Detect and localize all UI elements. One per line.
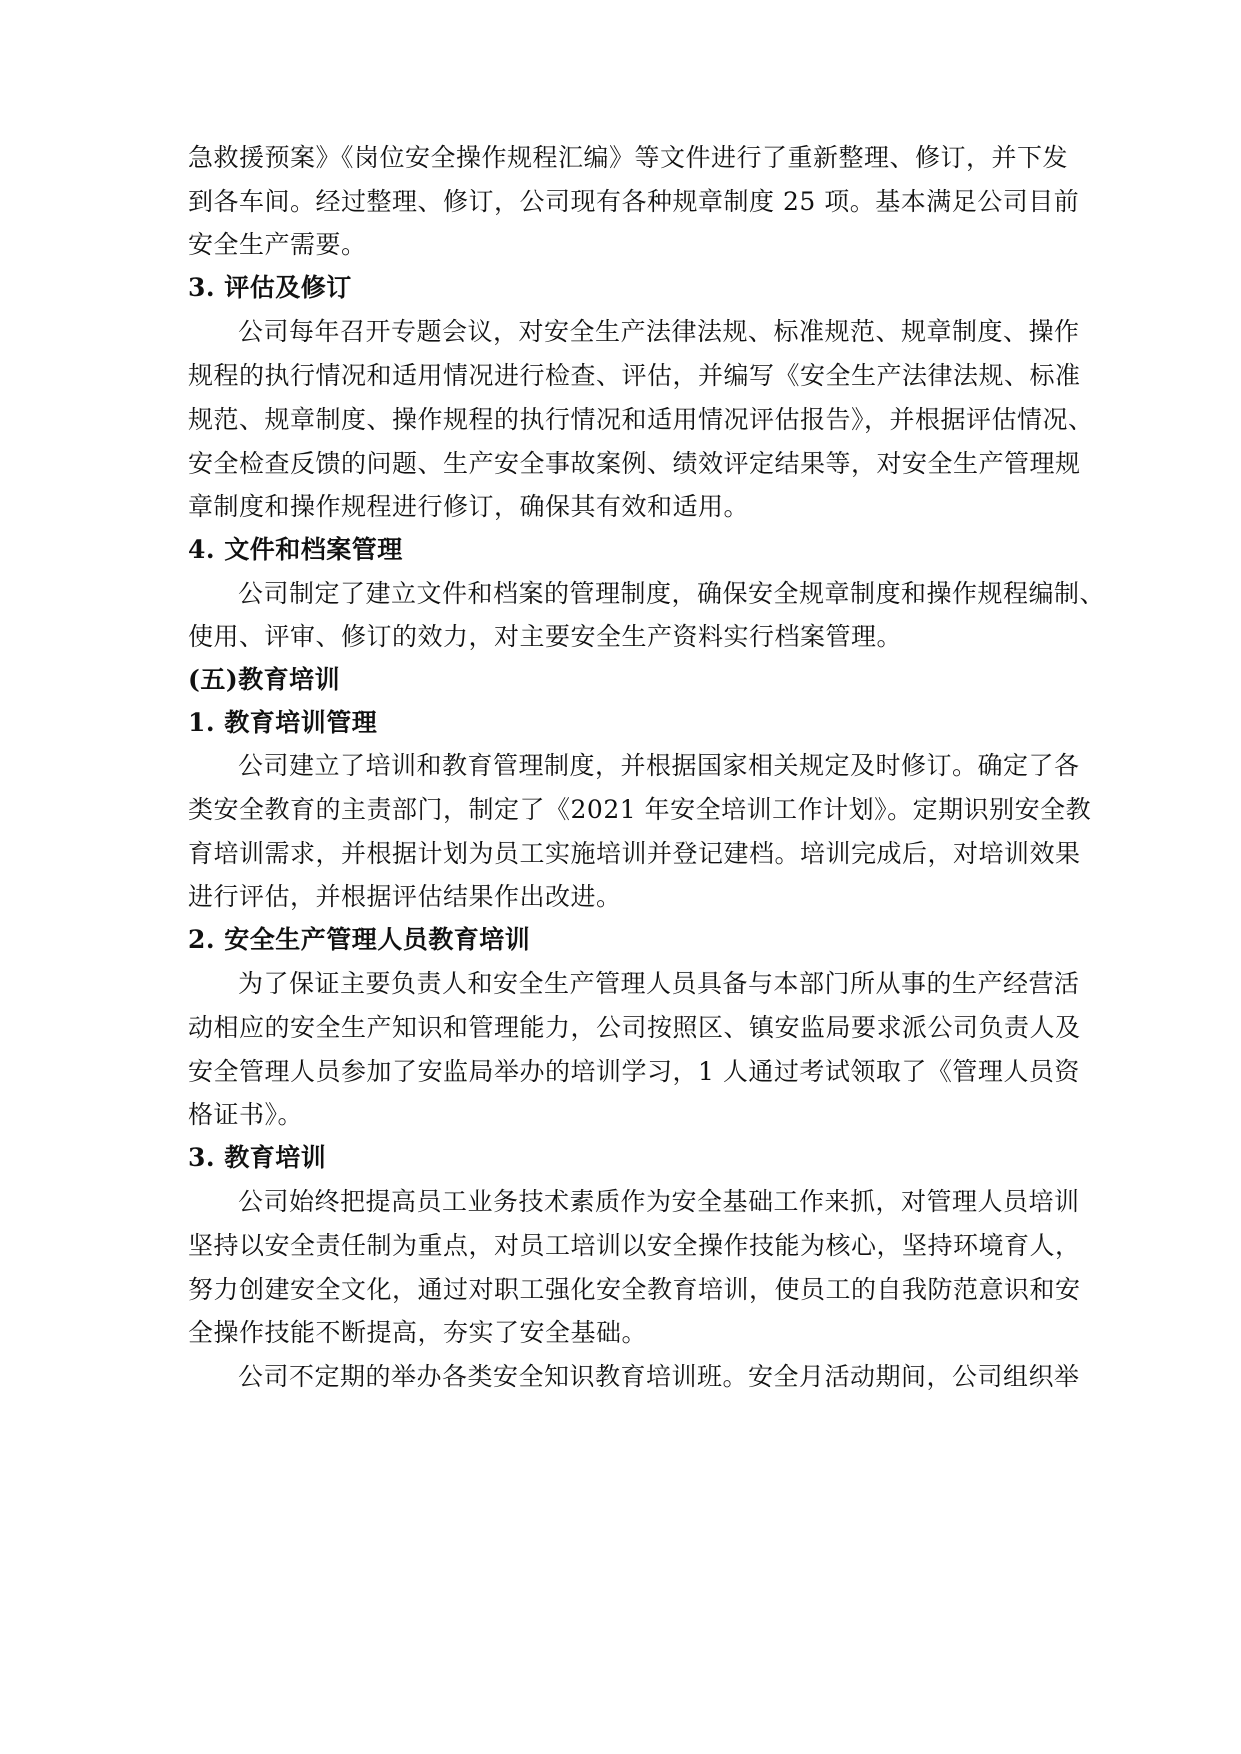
text-line: 急救援预案》《岗位安全操作规程汇编》等文件进行了重新整理、修订，并下发: [188, 143, 1069, 172]
text-line: 公司始终把提高员工业务技术素质作为安全基础工作来抓，对管理人员培训: [238, 1187, 1080, 1216]
text-line: 章制度和操作规程进行修订，确保其有效和适用。: [188, 492, 750, 521]
heading-file-archive-management: 4. 文件和档案管理: [188, 535, 403, 564]
text-line: 安全生产需要。: [188, 230, 367, 259]
heading-safety-managers-training: 2. 安全生产管理人员教育培训: [188, 925, 531, 954]
text-line: 安全管理人员参加了安监局举办的培训学习，1 人通过考试领取了《管理人员资: [188, 1057, 1080, 1086]
heading-evaluation-revision: 3. 评估及修订: [188, 273, 352, 302]
text-line: 公司每年召开专题会议，对安全生产法律法规、标准规范、规章制度、操作: [238, 317, 1080, 346]
text-line: 使用、评审、修订的效力，对主要安全生产资料实行档案管理。: [188, 622, 903, 651]
text-line: 安全检查反馈的问题、生产安全事故案例、绩效评定结果等，对安全生产管理规: [188, 449, 1081, 478]
text-line: 类安全教育的主责部门，制定了《2021 年安全培训工作计划》。定期识别安全教: [188, 795, 1092, 824]
text-line: 公司不定期的举办各类安全知识教育培训班。安全月活动期间，公司组织举: [238, 1362, 1080, 1391]
text-line: 规范、规章制度、操作规程的执行情况和适用情况评估报告》，并根据评估情况、: [188, 405, 1094, 434]
text-line: 公司建立了培训和教育管理制度，并根据国家相关规定及时修订。确定了各: [238, 751, 1080, 780]
heading-education-training: 3. 教育培训: [188, 1143, 327, 1172]
text-line: 规程的执行情况和适用情况进行检查、评估，并编写《安全生产法律法规、标准: [188, 361, 1081, 390]
section-heading-education-training: (五)教育培训: [188, 665, 341, 694]
text-line: 格证书》。: [188, 1100, 304, 1129]
text-line: 全操作技能不断提高，夯实了安全基础。: [188, 1318, 648, 1347]
text-line: 坚持以安全责任制为重点，对员工培训以安全操作技能为核心，坚持环境育人，: [188, 1231, 1081, 1260]
text-line: 为了保证主要负责人和安全生产管理人员具备与本部门所从事的生产经营活: [238, 969, 1080, 998]
heading-training-management: 1. 教育培训管理: [188, 708, 378, 737]
text-line: 努力创建安全文化，通过对职工强化安全教育培训，使员工的自我防范意识和安: [188, 1275, 1081, 1304]
text-line: 育培训需求，并根据计划为员工实施培训并登记建档。培训完成后，对培训效果: [188, 839, 1081, 868]
text-line: 进行评估，并根据评估结果作出改进。: [188, 882, 622, 911]
text-line: 动相应的安全生产知识和管理能力，公司按照区、镇安监局要求派公司负责人及: [188, 1013, 1081, 1042]
text-line: 到各车间。经过整理、修订，公司现有各种规章制度 25 项。基本满足公司目前: [188, 187, 1080, 216]
text-line: 公司制定了建立文件和档案的管理制度，确保安全规章制度和操作规程编制、: [238, 579, 1106, 608]
